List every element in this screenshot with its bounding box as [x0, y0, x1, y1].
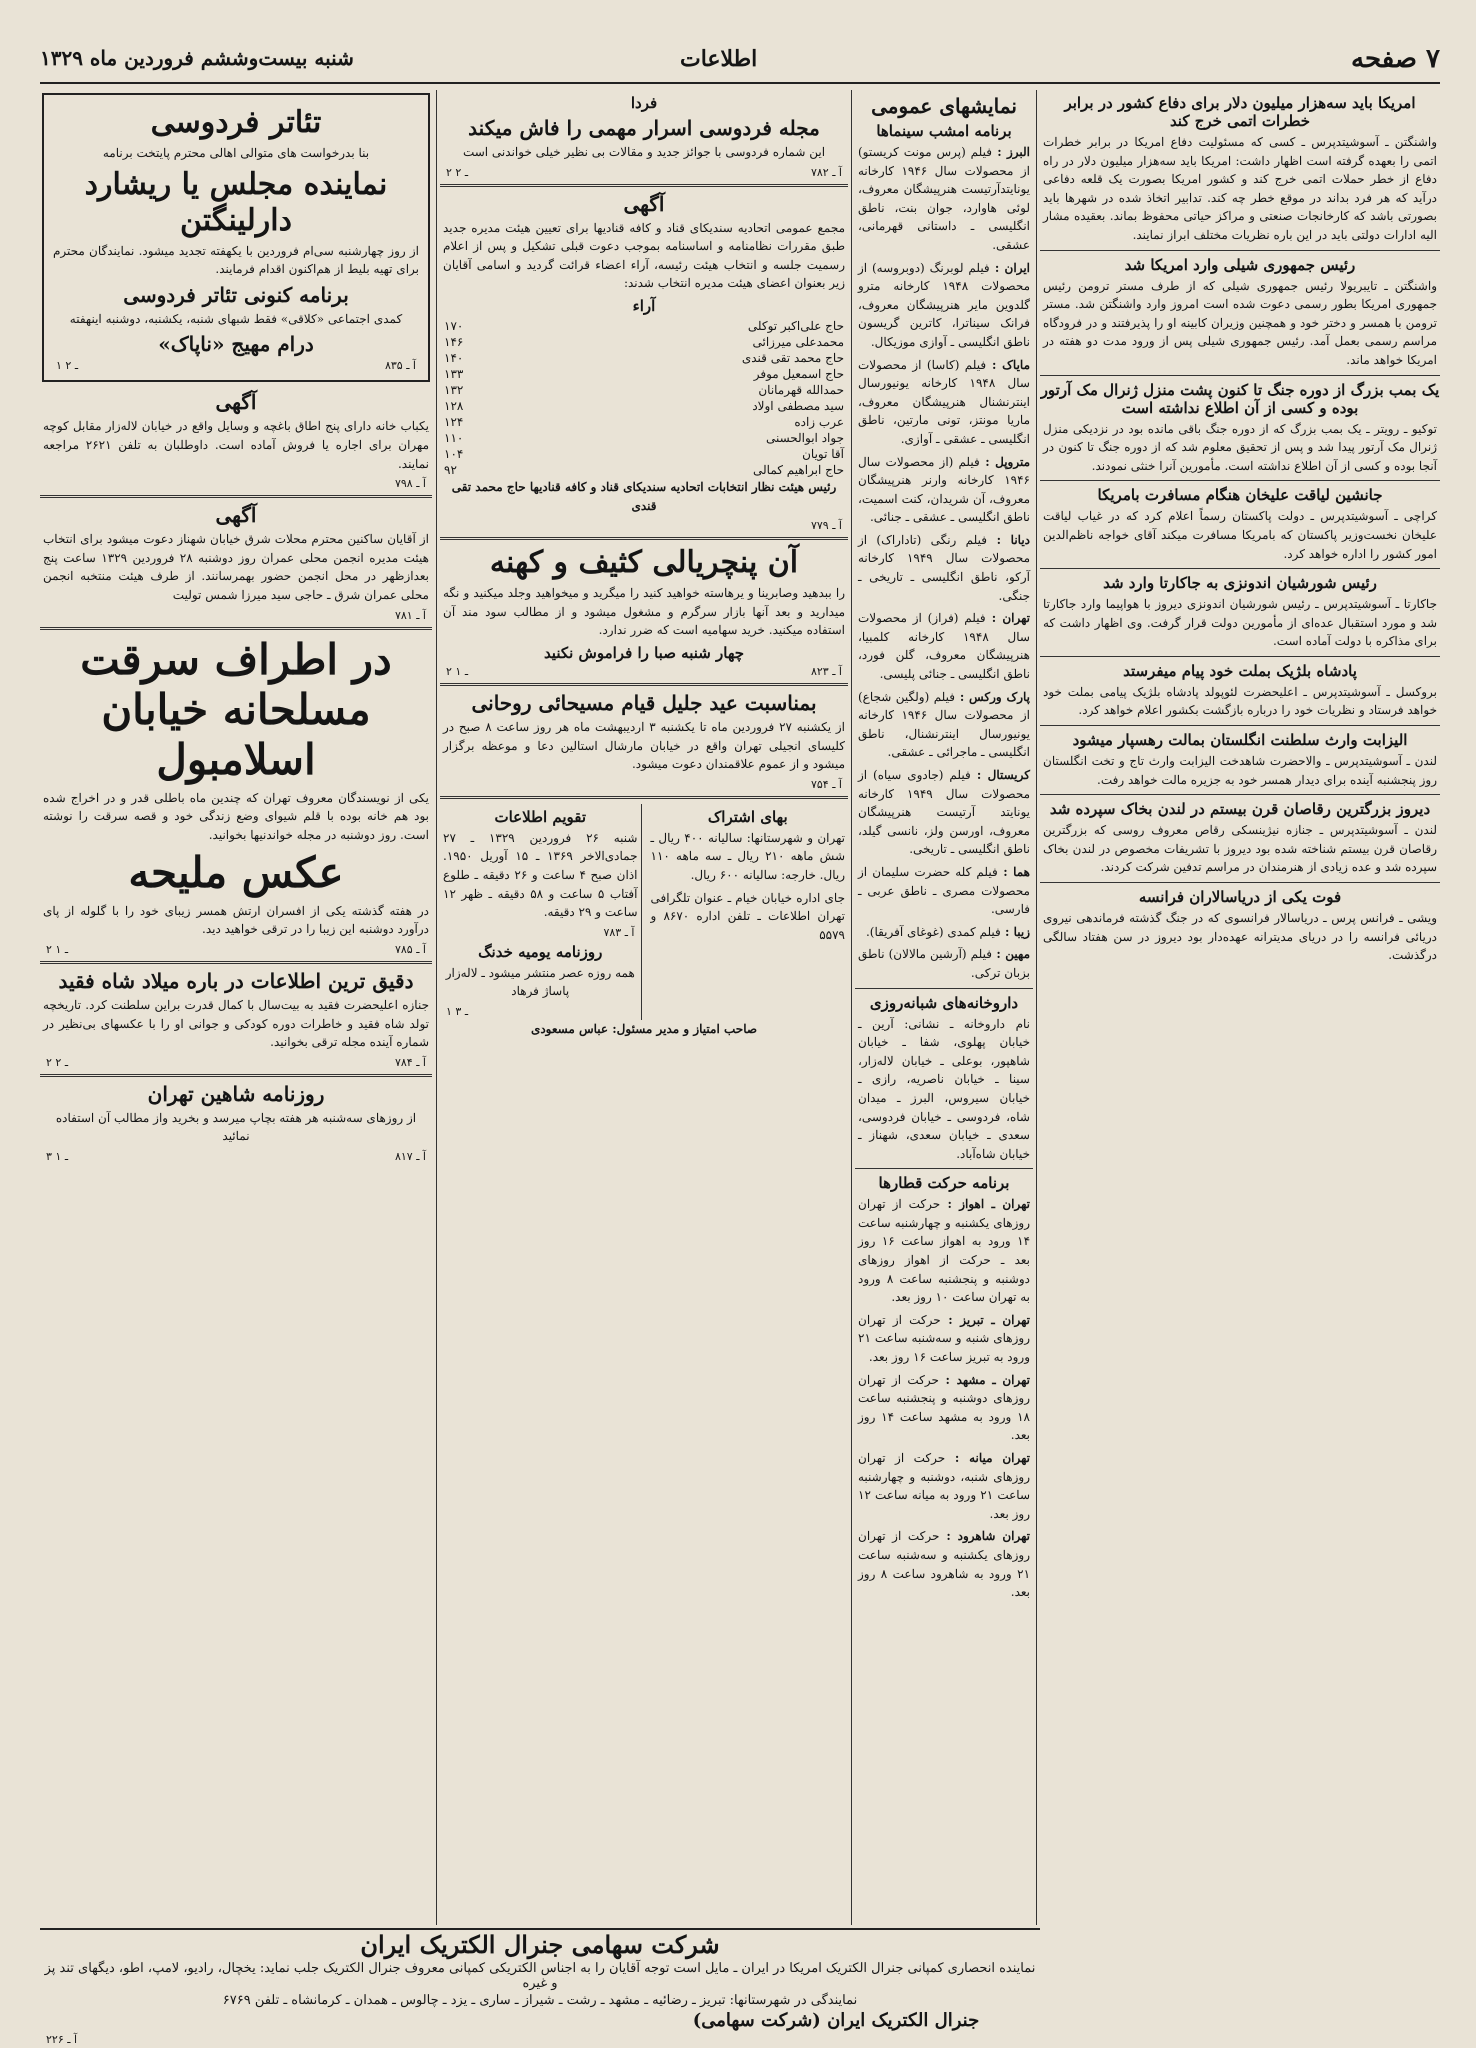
- article-body: کراچی ـ آسوشیتدپرس ـ دولت پاکستان رسماً اعلام کرد که در غیاب لیاقت علیخان نخست‌وزیر پاکستان که بامریکا مسافرت میکند آقای خواجه ناظم‌الدین امور کشور را اداره خواهد کرد.: [1043, 509, 1437, 561]
- cinema-entry-text: فیلم (فراز) از محصولات سال ۱۹۴۸ کارخانه کلمبیا، هنرپیشگان معروف، گلن فورد، ناطق انگلیسی ـ جنائی پلیسی.: [858, 611, 1030, 682]
- ad-body: از یکشنبه ۲۷ فروردین ماه تا یکشنبه ۳ اردیبهشت ماه هر روز ساعت ۸ صبح در کلیسای انجیلی تهران واقع در خیابان مارشال استالین دعا و موعظه برگزار میشود و از عموم علاقمندان دعوت میشود.: [443, 719, 845, 772]
- train-entry-text: حرکت از تهران روزهای یکشنبه و چهارشنبه ساعت ۱۴ ورود به اهواز ساعت ۱۶ روز بعد ـ حرکت از اهواز روزهای دوشنبه و پنجشنبه ساعت ۸ ورود به تهران ساعت ۱۰ روز بعد.: [858, 1197, 1031, 1305]
- ad-headline: در اطراف سرقت مسلحانه خیابان اسلامبول: [80, 634, 392, 785]
- cinema-entry-name: البرز :: [991, 145, 1030, 159]
- cinema-entry: [858, 531, 1030, 605]
- column-rule: [436, 90, 437, 1925]
- candidate-name: محمدعلی میرزائی: [752, 334, 844, 349]
- footer-brand: جنرال الکتریک ایران (شرکت سهامی): [692, 2010, 980, 2031]
- divider: [440, 796, 848, 799]
- cinema-entry-name: تهران :: [985, 611, 1030, 626]
- pharmacy-title: داروخانه‌های شبانه‌روزی: [869, 993, 1019, 1012]
- page-header: [40, 40, 1440, 84]
- train-entry: [858, 1311, 1030, 1367]
- cinema-entry-text: فیلم کمدی (غوغای آفریقا).: [865, 924, 1001, 939]
- cinema-entry: [858, 923, 1030, 942]
- vote-count: ۱۴۶: [444, 334, 464, 349]
- train-title: برنامه حرکت قطارها: [878, 1174, 1010, 1193]
- article-body: ویشی ـ فرانس پرس ـ دریاسالار فرانسوی که در جنگ گذشته فرماندهی نیروی دریائی فرانسه را در دریای مدیترانه عهده‌دار بود دیروز در سن هفتاد سالگی درگذشت.: [1043, 911, 1437, 963]
- cinema-entry-text: فیلم (پرس مونت کریستو) از محصولات سال ۱۹۴۶ کارخانه یونایتدآرتیست هنرپیشگان معروف، لوئی هاوارد، جوان بنت، ناطق انگلیسی ـ داستانی قهرمانی، عشقی.: [858, 145, 1031, 252]
- section-subtitle: برنامه امشب سینماها: [876, 122, 1012, 140]
- cinema-entry-name: متروپل :: [979, 454, 1030, 469]
- divider: [1040, 725, 1440, 726]
- ad-code: ۱ ـ ۳: [446, 1004, 469, 1018]
- ad-code: ۲ ـ ۱ آ ـ ۷۸۵: [46, 943, 426, 957]
- cinema-entry: [858, 143, 1030, 255]
- ad-kicker: فردا: [630, 94, 658, 112]
- article-headline: دیروز بزرگترین رقاصان قرن بیستم در لندن بخاک سپرده شد: [1049, 800, 1431, 819]
- divider: [440, 184, 848, 187]
- divider: [1040, 375, 1440, 376]
- ad-code: آ ـ ۷۷۹: [810, 519, 842, 533]
- train-entry-name: تهران میانه :: [945, 1451, 1030, 1465]
- footer-line: نمایندگی در شهرستانها: تبریز ـ رضائیه ـ مشهد ـ رشت ـ شیراز ـ ساری ـ یزد ـ چالوس ـ همدان ـ کرمانشاه ـ تلفن ۶۷۶۹: [222, 1993, 858, 2008]
- divider: [40, 1074, 432, 1077]
- article-headline: جانشین لیاقت علیخان هنگام مسافرت بامریکا: [1097, 486, 1383, 505]
- ads-column: [440, 90, 848, 2010]
- play-title: نماینده مجلس یا ریشارد دارلینگتن: [84, 166, 388, 238]
- train-entry-name: تهران ـ تبریز :: [940, 1312, 1030, 1327]
- cinema-entry-name: دیانا :: [986, 532, 1030, 547]
- article-body: لندن ـ آسوشیتدپرس ـ جنازه نیژینسکی رقاص معروف روسی که بزرگترین رقاصان قرن بیستم شناخته شده بود دیروز با تشریفات مخصوص در لندن بخاک سپرده شد و عده زیادی از هنرمندان در مراسم تدفین شرکت کردند.: [1043, 823, 1437, 875]
- train-list: [855, 1195, 1033, 1601]
- vote-count: ۱۱۰: [444, 430, 464, 445]
- ad-code: آ ـ ۷۹۸: [394, 477, 426, 491]
- divider: [1040, 882, 1440, 883]
- article-headline: رئیس شورشیان اندونزی به جاکارتا وارد شد: [1103, 574, 1377, 593]
- footer-title: شرکت سهامی جنرال الکتریک ایران: [360, 1930, 720, 1959]
- votes-header: آراء: [632, 296, 656, 315]
- cinema-entry-name: زیبا :: [1000, 924, 1030, 939]
- cinema-entry: [858, 863, 1030, 919]
- ad-code: ۲ ـ ۲ آ ـ ۷۸۴: [46, 1055, 426, 1069]
- owner-line: صاحب امتیاز و مدیر مسئول: عباس مسعودی: [530, 1021, 758, 1036]
- footer-line: نماینده انحصاری کمپانی جنرال الکتریک امریکا در ایران ـ مایل است توجه آقایان را به اجناس الکتریکی کمپانی معروف جنرال الکتریک جلب نماید: یخچال، رادیو، لامپ، اطو، دیگهای تند پز و غیره: [44, 1961, 1036, 1991]
- cinema-entry: [858, 945, 1030, 982]
- votes-table: [440, 318, 848, 478]
- ad-body: مجمع عمومی اتحادیه سندیکای قناد و کافه قنادیها برای تعیین هیئت مدیره جدید طبق مقررات نظامنامه و اساسنامه بموجب دعوت قبلی تشکیل و پس از اعلام رسمیت جلسه و انتخاب هیئت رئیسه، آراء اعضاء قرائت گردید و اسامی آقایان زیر بعنوان اعضای هیئت مدیره انتخاب شدند:: [443, 220, 845, 291]
- cinema-entry-text: فیلم (جادوی سیاه) از محصولات سال ۱۹۴۹ کارخانه یونایتد آرتیست هنرپیشگان معروف، اورسن ولز، نانسی گیلد، ناطق انگلیسی ـ تاریخی.: [858, 768, 1030, 857]
- cinema-entry: [858, 453, 1030, 527]
- cinema-entry-name: ایران :: [989, 260, 1030, 275]
- cinema-entry: [858, 356, 1030, 449]
- subscription-title: بهای اشتراک: [707, 807, 788, 826]
- cinema-entry-text: فیلم رنگی (تاداراک) از محصولات سال ۱۹۴۹ کارخانه آرکو، ناطق انگلیسی ـ تاریخی ـ جنگی.: [858, 532, 1030, 603]
- ads-column-left: [40, 90, 432, 2010]
- article-headline: فوت یکی از دریاسالاران فرانسه: [1138, 888, 1342, 907]
- ad-body: جنازه اعلیحضرت فقید به بیت‌سال با کمال قدرت براین سلطنت کرد. تاریخچه تولد شاه فقید و خاطرات دوره کودکی و جوانی او را با عکسهای بی‌نظیر در شماره آینده مجله ترقی بخوانید.: [43, 998, 429, 1050]
- daily-title: روزنامه یومیه خدنگ: [478, 942, 603, 961]
- article-body: جاکارتا ـ آسوشیتدپرس ـ رئیس شورشیان اندونزی دیروز با هواپیما وارد جاکارتا شد و مورد استقبال عده‌ای از مأمورین دولت قرار گرفت. وی اظهار داشت که برای مذاکره با دولت آماده است.: [1043, 597, 1437, 649]
- divider: [1040, 568, 1440, 569]
- cinema-entry-text: فیلم لوبرنگ (دوبروسه) از محصولات ۱۹۴۸ کارخانه مترو گلدوین مایر هنرپیشگان معروف، فرانک سیناترا، کاترین گریسون ناطق انگلیسی ـ آوازی موزیکال.: [858, 260, 1030, 349]
- train-entry-text: حرکت از تهران روزهای دوشنبه و پنجشنبه ساعت ۱۸ ورود به مشهد ساعت ۱۴ روز بعد.: [858, 1372, 1030, 1443]
- train-entry-name: تهران شاهرود :: [939, 1529, 1031, 1544]
- table-row: [440, 382, 848, 398]
- vote-count: ۱۲۸: [444, 398, 464, 413]
- ad-headline: آن پنچریالی کثیف و کهنه: [489, 545, 799, 581]
- candidate-name: حاج علی‌اکبر توکلی: [747, 318, 844, 333]
- table-row: [440, 350, 848, 366]
- ad-code: ۲ ـ ۱ آ ـ ۸۲۳: [446, 664, 842, 678]
- cinema-entry-name: پارک ورکس :: [955, 689, 1030, 704]
- ad-headline: آگهی: [215, 390, 257, 415]
- ad-headline: روزنامه شاهین تهران: [147, 1081, 325, 1106]
- vote-count: ۱۷۰: [444, 318, 464, 333]
- issue-date: شنبه بیست‌وششم فروردین ماه ۱۳۲۹: [40, 46, 354, 70]
- ad-code: ۲ ـ ۲ آ ـ ۷۸۲: [446, 165, 842, 179]
- column-rule: [1036, 90, 1037, 1925]
- ad-headline: دقیق ترین اطلاعات در باره میلاد شاه فقید: [58, 969, 414, 994]
- vote-count: ۱۰۴: [444, 446, 464, 461]
- article-body: واشنگتن ـ تایبریولا رئیس جمهوری شیلی که از طرف مستر ترومن رئیس جمهوری امریکا بطور رسمی دعوت شده است امروز وارد واشنگتن شد. مستر ترومن با همسر و دختر خود و همچنین وزیران کابینه او را پذیرفتند و در فرودگاه مراسم رسمی بعمل آمد. رئیس جمهوری شیلی پس از ورود مدت دو هفته در امریکا خواهد ماند.: [1043, 278, 1437, 367]
- calendar-title: تقویم اطلاعات: [494, 807, 587, 826]
- ad-headline: بمناسبت عید جلیل قیام مسیحائی روحانی: [471, 690, 817, 715]
- section-title: نمایشهای عمومی: [871, 94, 1017, 118]
- table-row: [440, 430, 848, 446]
- theater-title: تئاتر فردوسی: [150, 105, 322, 140]
- daily-body: همه روزه عصر منتشر میشود ـ لاله‌زار پاساژ فرهاد: [445, 965, 635, 999]
- cinema-entry: [858, 688, 1030, 762]
- table-row: [440, 334, 848, 350]
- ad-headline: عکس ملیحه: [128, 848, 344, 898]
- train-entry-name: تهران ـ مشهد :: [938, 1372, 1030, 1387]
- cinema-entry-text: فیلم (ولگین شجاع) از محصولات سال ۱۹۴۶ کارخانه یونیورسال اینترنشنال، ناطق انگلیسی ـ ماجرائی ـ عشقی.: [858, 689, 1031, 760]
- ad-body: را ببدهید وصابرینا و یرهاسته خواهید کنید را میگرید و میخواهید وجلد میکنید و نگه میدارید و بعد آنها بازار سرگرم و مشغول میشود و از مطالب سود مند آن استفاده میکنید. خرید سهامیه است که ضرر ندارد.: [443, 586, 845, 638]
- divider: [1040, 656, 1440, 657]
- office-address: جای اداره خیابان خیام ـ عنوان تلگرافی تهران اطلاعات ـ تلفن اداره ۸۶۷۰ و ۵۵۷۹: [650, 890, 846, 942]
- ad-body: یکی از نویسندگان معروف تهران که چندین ماه باطلی قدر و در اخراج شده بود هم خانه بوده با قلم شیوای وضع زندگی خود و قصه سرقت را نوشته است. روز دوشنبه در مجله خواندنیها بخوانید.: [43, 790, 429, 842]
- train-entry-text: حرکت از تهران روزهای شنبه، دوشنبه و چهارشنبه ساعت ۲۱ ورود به میانه ساعت ۱۲ روز بعد.: [858, 1451, 1030, 1521]
- divider: [855, 1168, 1033, 1169]
- article-body: بروکسل ـ آسوشیتدپرس ـ اعلیحضرت لئوپولد پادشاه بلژیک پیامی بملت خود خواهد فرستاد و نظریات خود را درباره بازگشت بکشور اعلام خواهد کرد.: [1043, 684, 1437, 718]
- cinema-entry-name: کریستال :: [970, 768, 1030, 782]
- ad-body: این شماره فردوسی با جوائز جدید و مقالات بی نظیر خیلی خواندنی است: [462, 145, 826, 159]
- column-rule: [851, 90, 852, 1925]
- article-headline: پادشاه بلژیک بملت خود پیام میفرستد: [1123, 661, 1357, 680]
- candidate-name: حاج محمد تقی قندی: [741, 350, 844, 365]
- candidate-name: آقا تویان: [802, 446, 844, 461]
- listings-column: [855, 90, 1033, 2010]
- ad-code: آ ـ ۷۸۱: [394, 608, 426, 622]
- theater-sub: بنا بدرخواست های متوالی اهالی محترم پایتخت برنامه: [102, 146, 370, 160]
- train-entry: [858, 1449, 1030, 1523]
- candidate-name: سید مصطفی اولاد: [752, 398, 844, 413]
- table-row: [440, 446, 848, 462]
- cinema-entry: [858, 259, 1030, 352]
- candidate-name: حاج اسمعیل موفر: [753, 366, 844, 381]
- ad-body: یکباب خانه دارای پنج اطاق باغچه و وسایل واقع در خیابان لاله‌زار مقابل کوچه مهران برای اجاره یا فروش آماده است. داوطلبان به تلفن ۲۶۲۱ مراجعه نمایند.: [43, 419, 429, 471]
- ad-code: آ ـ ۷۵۴: [810, 777, 842, 791]
- train-entry: [858, 1527, 1030, 1601]
- ad-body: از روزهای سه‌شنبه هر هفته بچاپ میرسد و بخرید واز مطالب آن استفاده نمائید: [55, 1110, 417, 1144]
- divider: [1040, 794, 1440, 795]
- article-body: توکیو ـ رویتر ـ یک بمب بزرگ که از دوره جنگ باقی مانده بود در نزدیکی منزل ژنرال مک آرتور پیدا شد و پس از تحقیق معلوم شد که از دوره جنگ تا کنون در آنجا بوده و کسی از آن اطلاع نداشته است. مأمورین آنرا خنثی نمودند.: [1043, 421, 1437, 473]
- ad-code: آ ـ ۲۲۶: [46, 2033, 78, 2046]
- ad-signature: رئیس هیئت نظار انتخابات اتحادیه سندیکای قناد و کافه قنادیها حاج محمد تقی قندی: [451, 479, 837, 513]
- train-entry: [858, 1371, 1030, 1445]
- ad-code: آ ـ ۷۸۳: [603, 925, 635, 939]
- divider: [40, 495, 432, 498]
- divider: [855, 988, 1033, 989]
- ad-headline: آگهی: [215, 503, 257, 528]
- candidate-name: حمدالله قهرمانان: [758, 382, 844, 397]
- article-body: لندن ـ آسوشیتدپرس ـ والاحضرت شاهدخت الیزابت وارث تاج و تخت انگلستان روز پنجشنبه آینده برای دیدار همسر خود به جزیره مالت خواهد رفت.: [1043, 754, 1437, 787]
- divider: [40, 627, 432, 630]
- cinema-entry-text: فیلم کله حضرت سلیمان از محصولات مصری ـ ناطق عربی ـ فارسی.: [858, 864, 1030, 917]
- cinema-entry-text: فیلم (آرشین مالالان) ناطق بزبان ترکی.: [858, 947, 1030, 980]
- ad-code: ۳ ـ ۱ آ ـ ۸۱۷: [46, 1150, 426, 1164]
- divider: [440, 683, 848, 686]
- footer-ad: [40, 1928, 1040, 2046]
- ad-body: در هفته گذشته یکی از افسران ارتش همسر زیبای خود را با گلوله از پای درآورد دوشنبه این زیبا را در ترقی خواهید دید.: [43, 903, 429, 937]
- train-entry-name: تهران ـ اهواز :: [940, 1197, 1030, 1212]
- cinema-entry-text: فیلم (کاسا) از محصولات سال ۱۹۴۸ کارخانه یونیورسال اینترنشنال هنرپیشگان معروف، ماریا مونتز، تونی مارتین، ناطق انگلیسی ـ عشقی ـ آوازی.: [858, 357, 1030, 446]
- calendar-body: شنبه ۲۶ فروردین ۱۳۲۹ ـ ۲۷ جمادی‌الاخر ۱۳۶۹ ـ ۱۵ آوریل ۱۹۵۰. اذان صبح ۴ ساعت و ۲۶ دقیقه ـ طلوع آفتاب ۵ ساعت و ۵۸ دقیقه ـ ظهر ۱۲ ساعت و ۲۹ دقیقه.: [443, 830, 638, 920]
- news-column: [1040, 90, 1440, 2010]
- calendar-box: [440, 804, 642, 1020]
- cinema-list: [855, 143, 1033, 983]
- cinema-entry-name: هما :: [997, 864, 1030, 879]
- paper-name: اطلاعات: [680, 46, 758, 72]
- divider: [1040, 250, 1440, 251]
- vote-count: ۱۴۰: [444, 350, 464, 365]
- article-body: واشنگتن ـ آسوشیتدپرس ـ کسی که مسئولیت دفاع امریکا در برابر خطرات اتمی را بعهده گرفته است اظهار داشت: امریکا باید سه‌هزار میلیون دلار در راه دفاع از خطر حملات اتمی خرج کند و کشور امریکا بصورت یک قلعه دفاعی درآید که هر فرد بداند در موقع خطر چه کند. تدابیر اتخاذ شده در شهرها باید بصورتی باشد که کارخانجات صنعتی و مراکز حیاتی محفوظ بماند. بعقیده مشار الیه ادارات دولتی باید در این باره نظریات مختلف ابراز نمایند.: [1043, 135, 1437, 242]
- table-row: [440, 398, 848, 414]
- table-row: [440, 366, 848, 382]
- info-boxes: [440, 804, 848, 1020]
- candidate-name: جواد ابوالحسنی: [765, 430, 844, 445]
- train-entry-text: حرکت از تهران روزهای یکشنبه و سه‌شنبه ساعت ۲۱ ورود به شاهرود ساعت ۸ روز بعد.: [858, 1529, 1031, 1600]
- vote-count: ۱۳۳: [444, 366, 464, 381]
- subscription-box: [648, 804, 849, 1020]
- cinema-entry-text: فیلم (از محصولات سال ۱۹۴۶ کارخانه وارنر هنرپیشگان معروف، آن شریدان، کنت اسمیت، ناطق انگلیسی ـ عشقی ـ جنائی.: [858, 454, 1030, 525]
- train-entry: [858, 1195, 1030, 1307]
- article-headline: امریکا باید سه‌هزار میلیون دلار برای دفاع کشور در برابر خطرات اتمی خرج کند: [1064, 94, 1416, 130]
- ad-headline: آگهی: [623, 191, 665, 216]
- drama-title: درام مهیج «ناپاک»: [158, 332, 314, 357]
- divider: [1040, 480, 1440, 481]
- ad-body: از آقایان ساکنین محترم محلات شرق خیابان شهناز دعوت میشود برای انتخاب هیئت مدیره انجمن محلی عمران روز دوشنبه ۲۸ فروردین ۱۳۲۹ ساعت پنج بعدازظهر در محل انجمن حضور بهمرسانند. از طرف هیئت منتخبه انجمن محلی عمران شرق ـ حاجی سید میرزا شمس تولیت: [43, 532, 429, 602]
- ad-code: ۱ ـ ۲ آ ـ ۸۳۵: [56, 359, 416, 373]
- subscription-body: تهران و شهرستانها: سالیانه ۴۰۰ ریال ـ شش ماهه ۲۱۰ ریال ـ سه ماهه ۱۱۰ ریال. خارجه: سالیانه ۶۰۰ ریال.: [650, 830, 846, 882]
- vote-count: ۹۲: [444, 462, 457, 477]
- candidate-name: حاج ابراهیم کمالی: [753, 462, 844, 477]
- article-headline: یک بمب بزرگ از دوره جنگ تا کنون پشت منزل ژنرال مک آرتور بوده و کسی از آن اطلاع نداشته است: [1040, 380, 1440, 417]
- table-row: [440, 318, 848, 334]
- ad-headline: مجله فردوسی اسرار مهمی را فاش میکند: [468, 116, 820, 140]
- divider: [40, 961, 432, 964]
- table-row: [440, 414, 848, 430]
- candidate-name: عرب زاده: [794, 414, 844, 429]
- train-entry-text: حرکت از تهران روزهای شنبه و سه‌شنبه ساعت ۲۱ ورود به تبریز ساعت ۱۶ روز بعد.: [858, 1312, 1030, 1365]
- vote-count: ۱۲۴: [444, 414, 464, 429]
- theater-ad: [42, 93, 430, 382]
- program-title: برنامه کنونی تئاتر فردوسی: [123, 282, 349, 307]
- article-headline: رئیس جمهوری شیلی وارد امریکا شد: [1124, 255, 1356, 274]
- cinema-entry: [858, 766, 1030, 859]
- cinema-entry-name: مایاک :: [986, 357, 1030, 372]
- article-headline: الیزابت وارث سلطنت انگلستان بمالت رهسپار میشود: [1072, 731, 1408, 750]
- page-number: ۷ صفحه: [1351, 44, 1440, 74]
- cinema-entry-name: مهین :: [991, 947, 1031, 962]
- program-body: کمدی اجتماعی «کلاقی» فقط شبهای شنبه، یکشنبه، دوشنبه اینهفته: [69, 311, 403, 326]
- cinema-entry: [858, 609, 1030, 683]
- divider: [440, 537, 848, 540]
- pharmacy-list: نام داروخانه ـ نشانی: آرین ـ خیابان پهلوی، شفا ـ خیابان شاهپور، بوعلی ـ خیابان لاله‌زار، سینا ـ خیابان ناصریه، رازی ـ خیابان سیروس، البرز ـ میدان شاه، فردوسی ـ خیابان فردوسی، سعدی ـ خیابان سعدی، شهناز ـ خیابان شاه‌آباد.: [858, 1016, 1030, 1161]
- vote-count: ۱۳۲: [444, 382, 464, 397]
- theater-body: از روز چهارشنبه سی‌ام فروردین با یکهفته تجدید میشود. نمایندگان محترم برای تهیه بلیط از هم‌اکنون اقدام فرمایند.: [53, 243, 419, 277]
- ad-tagline: چهار شنبه صبا را فراموش نکنید: [543, 643, 745, 662]
- table-row: [440, 462, 848, 478]
